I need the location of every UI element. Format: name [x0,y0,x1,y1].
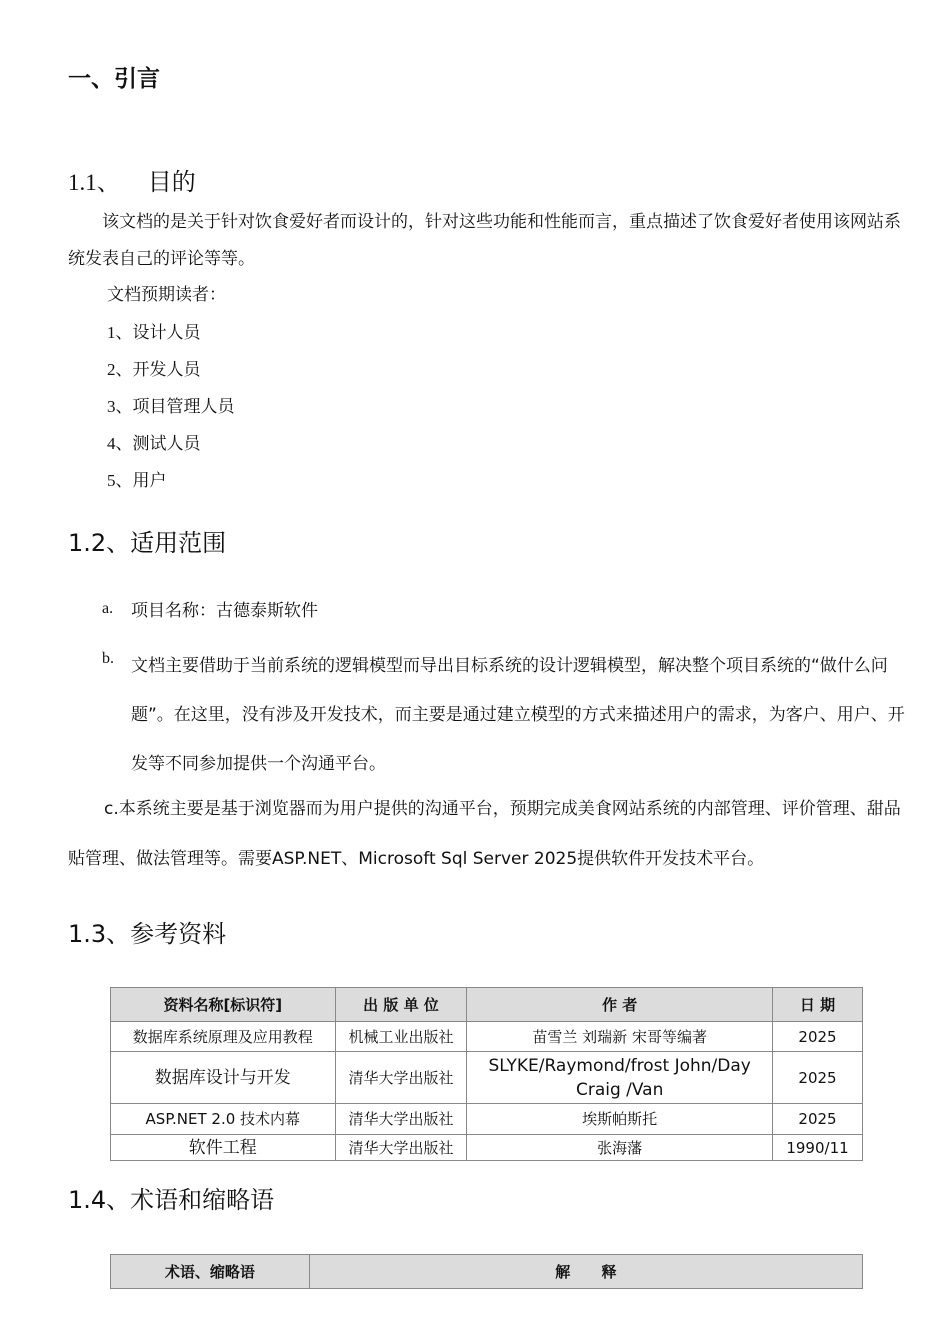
table-header: 作 者 [467,988,773,1022]
table-cell: 清华大学出版社 [335,1135,467,1161]
purpose-title: 目的 [147,168,196,196]
scope-item-a: 项目名称：古德泰斯软件 [131,601,318,621]
list-item [107,314,201,352]
table-row [111,1104,863,1135]
list-item-label: 、用户 [115,471,167,491]
purpose-heading [68,162,196,197]
references-heading: 1.3、参考资料 [68,920,227,948]
table-cell: 2025 [773,1022,863,1052]
table-row [111,1022,863,1052]
table-cell: 清华大学出版社 [335,1052,467,1104]
section-heading: 一、引言 [68,66,160,92]
table-cell: 苗雪兰 刘瑞新 宋哥等编著 [467,1022,773,1052]
table-header: 日 期 [773,988,863,1022]
table-cell: 2025 [773,1052,863,1104]
list-item [107,351,201,389]
purpose-paragraph: 该文档的是关于针对饮食爱好者而设计的，针对这些功能和性能而言，重点描述了饮食爱好者使用该网站系统发表自己的评论等等。 [68,212,901,269]
table-header: 资料名称[标识符] [111,988,336,1022]
table-cell: ASP.NET 2.0 技术内幕 [111,1104,336,1135]
references-table [110,987,863,1161]
list-item-number: 3 [107,397,116,416]
table-cell: 机械工业出版社 [335,1022,467,1052]
readers-label: 文档预期读者： [107,285,226,305]
list-marker-a: a. [102,600,114,617]
list-item-label: 、开发人员 [115,360,201,380]
table-header: 解 释 [309,1255,862,1289]
list-item-number: 5 [107,471,116,490]
scope-item-c: c.本系统主要是基于浏览器而为用户提供的沟通平台，预期完成美食网站系统的内部管理、评价管理、甜品贴管理、做法管理等。需要ASP.NET、Microsoft Sql Server 2025提供软件开发技术平台。 [68,799,901,869]
table-cell: 1990/11 [773,1135,863,1161]
table-cell: 埃斯帕斯托 [467,1104,773,1135]
scope-heading: 1.2、适用范围 [68,529,227,557]
list-item-number: 4 [107,434,116,453]
purpose-number: 1.1、 [68,170,120,195]
list-item [107,388,235,426]
list-item-number: 2 [107,360,116,379]
table-header: 术语、缩略语 [111,1255,310,1289]
terms-table [110,1254,863,1289]
list-marker-b: b. [102,650,114,667]
list-item-label: 、项目管理人员 [115,397,235,417]
table-row [111,1135,863,1161]
table-cell: 张海藩 [467,1135,773,1161]
table-row [111,1052,863,1104]
table-cell: SLYKE/Raymond/frost John/Day Craig /Van [467,1052,773,1104]
list-item-label: 、设计人员 [115,323,201,343]
table-cell: 清华大学出版社 [335,1104,467,1135]
table-cell: 软件工程 [111,1135,336,1161]
terms-heading: 1.4、术语和缩略语 [68,1186,275,1214]
table-header: 出 版 单 位 [335,988,467,1022]
table-cell: 数据库设计与开发 [111,1052,336,1104]
table-cell: 数据库系统原理及应用教程 [111,1022,336,1052]
list-item [107,462,167,500]
table-header-row [111,1255,863,1289]
table-header-row [111,988,863,1022]
table-cell: 2025 [773,1104,863,1135]
list-item-label: 、测试人员 [115,434,201,454]
list-item-number: 1 [107,323,116,342]
scope-item-b: 文档主要借助于当前系统的逻辑模型而导出目标系统的设计逻辑模型，解决整个项目系统的“做什么问题”。在这里，没有涉及开发技术，而主要是通过建立模型的方式来描述用户的需求，为客户、用户、开发等不同参加提供一个沟通平台。 [131,656,905,774]
list-item [107,425,201,463]
